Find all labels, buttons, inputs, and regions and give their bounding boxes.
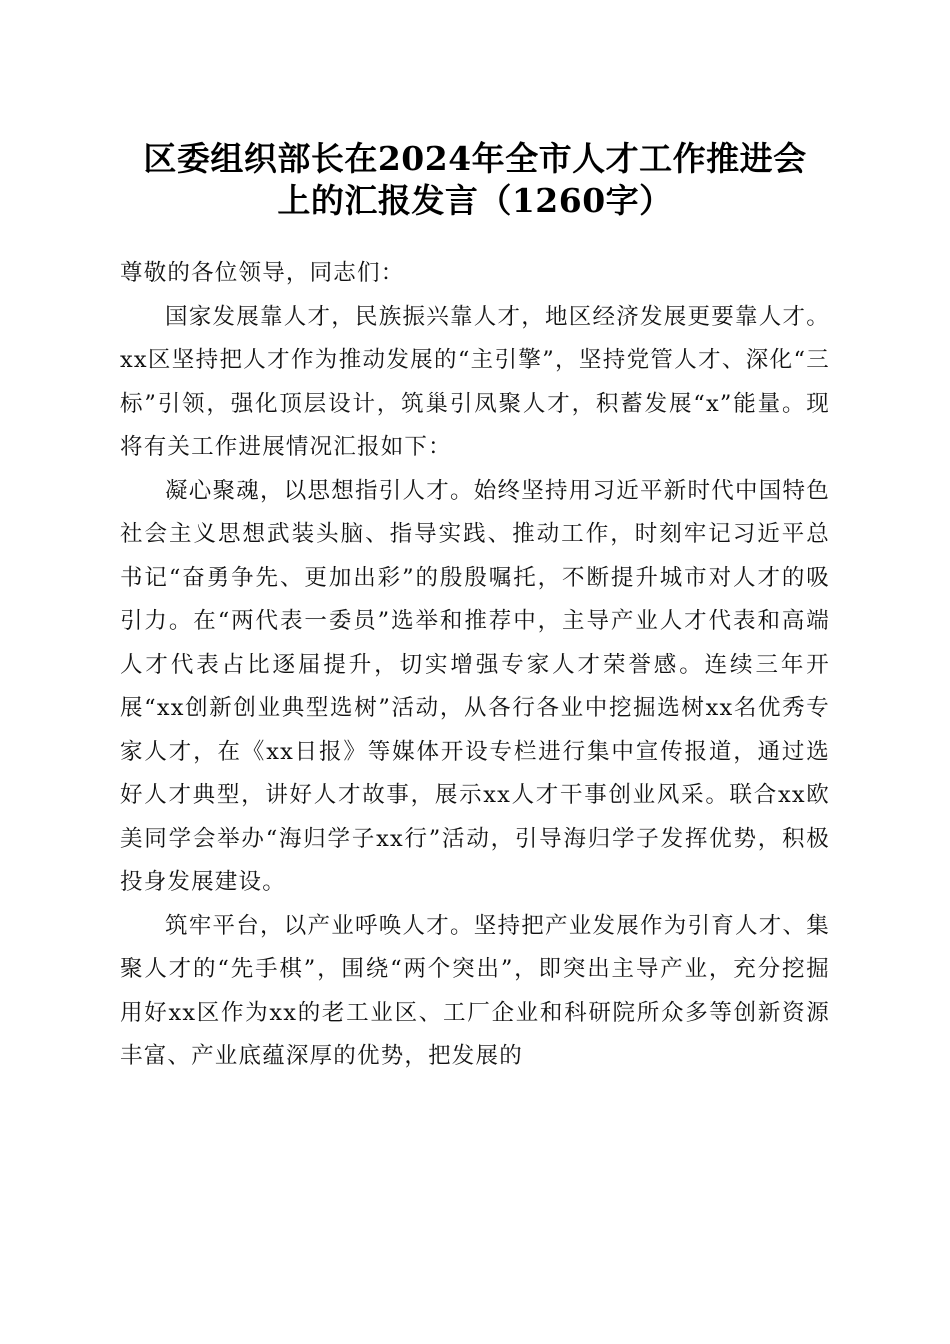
title-line-2: 上的汇报发言（1260字） bbox=[277, 181, 673, 220]
title-line-1: 区委组织部长在2024年全市人才工作推进会 bbox=[143, 139, 807, 178]
document-title bbox=[110, 138, 840, 222]
paragraph-intro: 国家发展靠人才，民族振兴靠人才，地区经济发展更要靠人才。xx区坚持把人才作为推动发展的“主引擎”，坚持党管人才、深化“三标”引领，强化顶层设计，筑巢引凤聚人才，积蓄发展“x”能量。现将有关工作进展情况汇报如下： bbox=[120, 303, 830, 460]
paragraph-platform: 筑牢平台，以产业呼唤人才。坚持把产业发展作为引育人才、集聚人才的“先手棋”，围绕“两个突出”，即突出主导产业，充分挖掘用好xx区作为xx的老工业区、工厂企业和科研院所众多等创新资源丰富、产业底蕴深厚的优势，把发展的 bbox=[120, 912, 830, 1069]
salutation: 尊敬的各位领导，同志们： bbox=[120, 260, 405, 286]
paragraph-ideology: 凝心聚魂，以思想指引人才。始终坚持用习近平新时代中国特色社会主义思想武装头脑、指导实践、推动工作，时刻牢记习近平总书记“奋勇争先、更加出彩”的殷殷嘱托，不断提升城市对人才的吸引力。在“两代表一委员”选举和推荐中，主导产业人才代表和高端人才代表占比逐届提升，切实增强专家人才荣誉感。连续三年开展“xx创新创业典型选树”活动，从各行各业中挖掘选树xx名优秀专家人才，在《xx日报》等媒体开设专栏进行集中宣传报道，通过选好人才典型，讲好人才故事，展示xx人才干事创业风采。联合xx欧美同学会举办“海归学子xx行”活动，引导海归学子发挥优势，积极投身发展建设。 bbox=[120, 477, 830, 895]
document-body bbox=[120, 252, 830, 1079]
